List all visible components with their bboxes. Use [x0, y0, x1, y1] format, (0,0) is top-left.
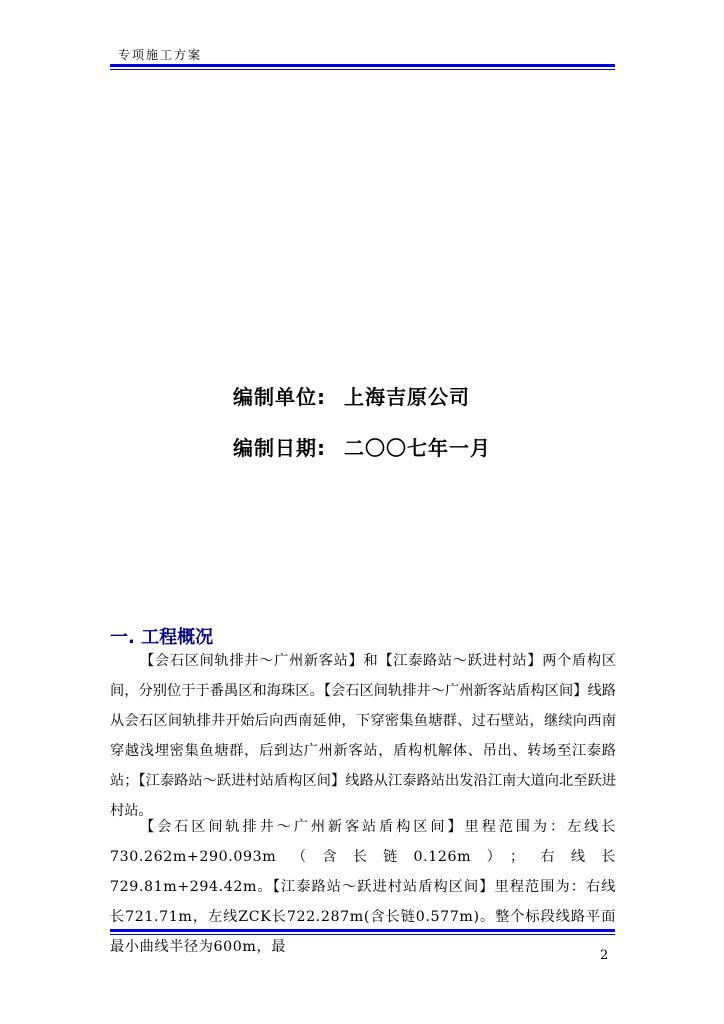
page-number: 2	[600, 948, 609, 963]
header-rule-thick	[110, 64, 615, 67]
compile-date-line	[233, 432, 491, 461]
header-title: 专项施工方案	[118, 48, 203, 62]
compile-unit-label: 编制单位:	[233, 385, 326, 409]
compile-unit-line	[233, 381, 470, 410]
header-rule-thin	[110, 69, 615, 70]
footer-rule-thick	[110, 929, 615, 932]
compile-unit-value: 上海吉原公司	[344, 385, 470, 409]
paragraph-mileage: 【会石区间轨排井～广州新客站盾构区间】里程范围为：左线长730.262m+290.093m（含长链0.126m）；右线长729.81m+294.42m。【江泰路站～跃进村站盾构区间】里程范围为：右线长721.71m，左线ZCK长722.287m(含长链0.577m)。整个标段线路平面最小曲线半径为600m，最	[110, 819, 616, 955]
paragraph-overview: 【会石区间轨排井～广州新客站】和【江泰路站～跃进村站】两个盾构区间，分别位于于番禺区和海珠区。【会石区间轨排井～广州新客站盾构区间】线路从会石区间轨排井开始后向西南延伸，下穿密集鱼塘群、过石壁站，继续向西南穿越浅埋密集鱼塘群，后到达广州新客站，盾构机解体、吊出、转场至江泰路站；【江泰路站～跃进村站盾构区间】线路从江泰路站出发沿江南大道向北至跃进村站。	[110, 653, 616, 819]
footer-rule-thin	[110, 934, 615, 935]
compile-date-value: 二〇〇七年一月	[344, 436, 491, 460]
section-title: 一. 工程概况	[110, 627, 214, 648]
compile-date-label: 编制日期:	[233, 436, 326, 460]
